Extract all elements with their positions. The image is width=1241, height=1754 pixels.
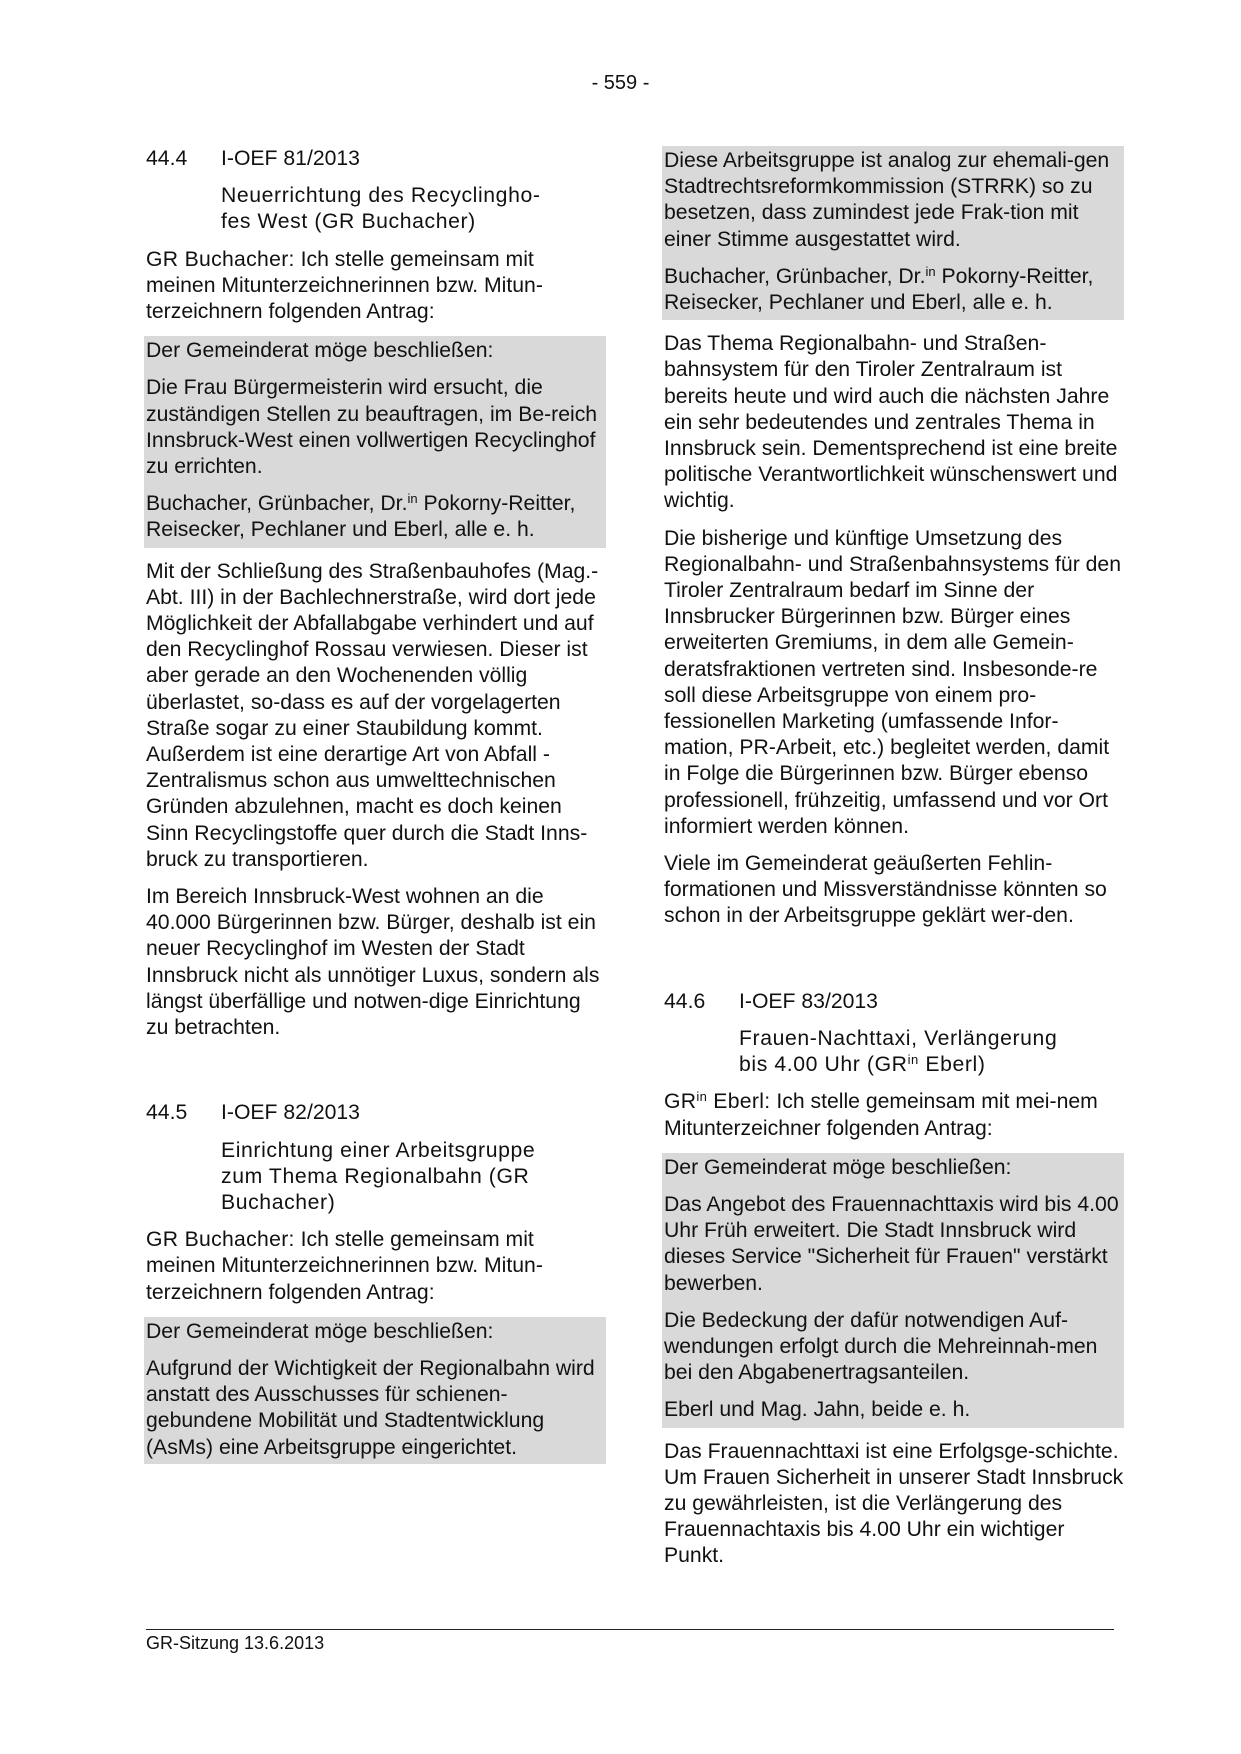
motion-heading: Der Gemeinderat möge beschließen: [146,1319,494,1343]
motion-box [144,336,606,547]
signers-part: Pokorny-Reitter, Reisecker, Pechlaner und Eberl, alle e. h. [146,492,576,542]
title-part: Frauen-Nachttaxi, Verlängerung bis 4.00 Uhr (GR [739,1026,1058,1077]
item-number: 44.6 [664,989,706,1013]
signers: Eberl und Mag. Jahn, beide e. h. [664,1398,971,1422]
superscript: in [407,491,418,507]
speaker-name [664,1090,770,1113]
item-number: 44.5 [146,1101,188,1125]
motion-box [662,1153,1124,1428]
intro-text: Ich stelle gemeinsam mit meinen Mitunterzeichnerinnen bzw. Mitun-terzeichnern folgenden Antrag: [146,1228,543,1304]
signers [664,264,1122,316]
intro-paragraph [664,1089,1124,1141]
body-paragraph: Mit der Schließung des Straßenbauhofes (Mag.-Abt. III) in der Bachlechnerstraße, wird dort jede Möglichkeit der Abfallabgabe verhindert und auf den Recyclinghof Rossau verwiesen. Dieser ist aber gerade an den Wochenenden völlig überlastet, so-dass es auf der vorgelagerten Straße sogar zu einer Staubildung kommt. Außerdem ist eine derartige Art von Abfall - Zentralismus schon aus umwelttechnischen Gründen abzulehnen, macht es doch keinen Sinn Recyclingstoffe quer durch die Stadt Inns-bruck zu transportieren. [146,559,599,871]
motion-heading: Der Gemeinderat möge beschließen: [664,1155,1012,1179]
superscript: in [907,1052,919,1068]
item-title: Einrichtung einer Arbeitsgruppe zum Thema Regionalbahn (GR Buchacher) [221,1138,536,1214]
item-header-44-4 [146,146,606,172]
motion-body: Die Frau Bürgermeisterin wird ersucht, die zuständigen Stellen zu beauftragen, im Be-reich Innsbruck-West einen vollwertigen Recyclinghof zu errichten. [146,376,598,479]
item-code: I-OEF 82/2013 [221,1101,360,1125]
motion-body: Aufgrund der Wichtigkeit der Regionalbahn wird anstatt des Ausschusses für schienen-gebundene Mobilität und Stadtentwicklung (AsMs) eine Arbeitsgruppe eingerichtet. [146,1356,595,1459]
intro-text: Ich stelle gemeinsam mit meinen Mitunterzeichnerinnen bzw. Mitun-terzeichnern folgenden Antrag: [146,247,543,324]
footer-text: GR-Sitzung 13.6.2013 [146,1633,325,1653]
intro-paragraph [146,1227,606,1306]
body-paragraph: Das Frauennachttaxi ist eine Erfolgsge-schichte. Um Frauen Sicherheit in unserer Stadt Innsbruck zu gewährleisten, ist die Verlängerung des Frauennachtaxis bis 4.00 Uhr ein wichtiger Punkt. [664,1439,1124,1568]
intro-paragraph [146,247,606,326]
right-column [664,146,1124,1581]
title-part: Eberl) [918,1053,986,1077]
body-paragraph: Das Thema Regionalbahn- und Straßen-bahnsystem für den Tiroler Zentralraum ist bereits heute und wird auch die nächsten Jahre ein sehr bedeutendes und zentrales Thema in Innsbruck sein. Dementsprechend ist eine breite politische Verantwortlichkeit wünschenswert und wichtig. [664,332,1118,513]
superscript: in [696,1089,708,1105]
signers-part: Pokorny-Reitter, Reisecker, Pechlaner und Eberl, alle e. h. [664,264,1094,315]
section-gap [664,941,1124,989]
page-number: - 559 - [591,72,650,94]
intro-text: Ich stelle gemeinsam mit mei-nem Mitunterzeichner folgenden Antrag: [664,1090,1098,1140]
item-title [739,1026,1059,1078]
signers-part: Buchacher, Grünbacher, Dr. [146,492,408,516]
speaker-name: GR Buchacher: [146,247,295,271]
item-title: Neuerrichtung des Recyclingho-fes West (GR Buchacher) [221,184,541,234]
body-paragraph: Im Bereich Innsbruck-West wohnen an die 40.000 Bürgerinnen bzw. Bürger, deshalb ist ein neuer Recyclinghof im Westen der Stadt Innsbruck nicht als unnötiger Luxus, sondern als längst überfällige und notwen-dige Einrichtung zu betrachten. [146,885,600,1040]
body-paragraph: Die bisherige und künftige Umsetzung des Regionalbahn- und Straßenbahnsystems für den Tiroler Zentralraum bedarf im Sinne der Innsbrucker Bürgerinnen bzw. Bürger eines erweiterten Gremiums, in dem alle Gemein-deratsfraktionen vertreten sind. Insbesonde-re soll diese Arbeitsgruppe von einem pro-fessionellen Marketing (umfassende Infor-mation, PR-Arbeit, etc.) begleitet werden, damit in Folge die Bürgerinnen bzw. Bürger ebenso professionell, frühzeitig, umfassend und vor Ort informiert werden können. [664,526,1121,838]
item-header-44-5 [146,1100,606,1126]
speaker-part: Eberl: [707,1090,771,1114]
speaker-name: GR Buchacher: [146,1228,295,1252]
signers-part: Buchacher, Grünbacher, Dr. [664,264,926,288]
motion-body: Diese Arbeitsgruppe ist analog zur ehemali-gen Stadtrechtsreformkommission (STRRK) so zu besetzen, dass zumindest jede Frak-tion mit einer Stimme ausgestattet wird. [664,149,1110,251]
motion-body: Das Angebot des Frauennachttaxis wird bis 4.00 Uhr Früh erweitert. Die Stadt Innsbruck wird dieses Service "Sicherheit für Frauen" verstärkt bewerben. [664,1192,1119,1295]
section-gap [146,1052,606,1100]
item-code: I-OEF 83/2013 [739,989,878,1013]
item-number: 44.4 [146,147,188,170]
left-column [146,146,606,1464]
signers [146,491,604,543]
motion-heading: Der Gemeinderat möge beschließen: [146,339,494,363]
item-code: I-OEF 81/2013 [221,147,360,170]
motion-body: Die Bedeckung der dafür notwendigen Auf-wendungen erfolgt durch die Mehreinnah-men bei den Abgabenertragsanteilen. [664,1308,1098,1385]
body-paragraph: Viele im Gemeinderat geäußerten Fehlin-formationen und Missverständnisse könnten so schon in der Arbeitsgruppe geklärt wer-den. [664,852,1107,928]
superscript: in [925,263,936,279]
footer-divider [146,1629,1114,1630]
speaker-part: GR [664,1090,697,1114]
motion-box-continued [662,146,1124,320]
motion-box [144,1317,606,1464]
item-header-44-6 [664,989,1124,1015]
